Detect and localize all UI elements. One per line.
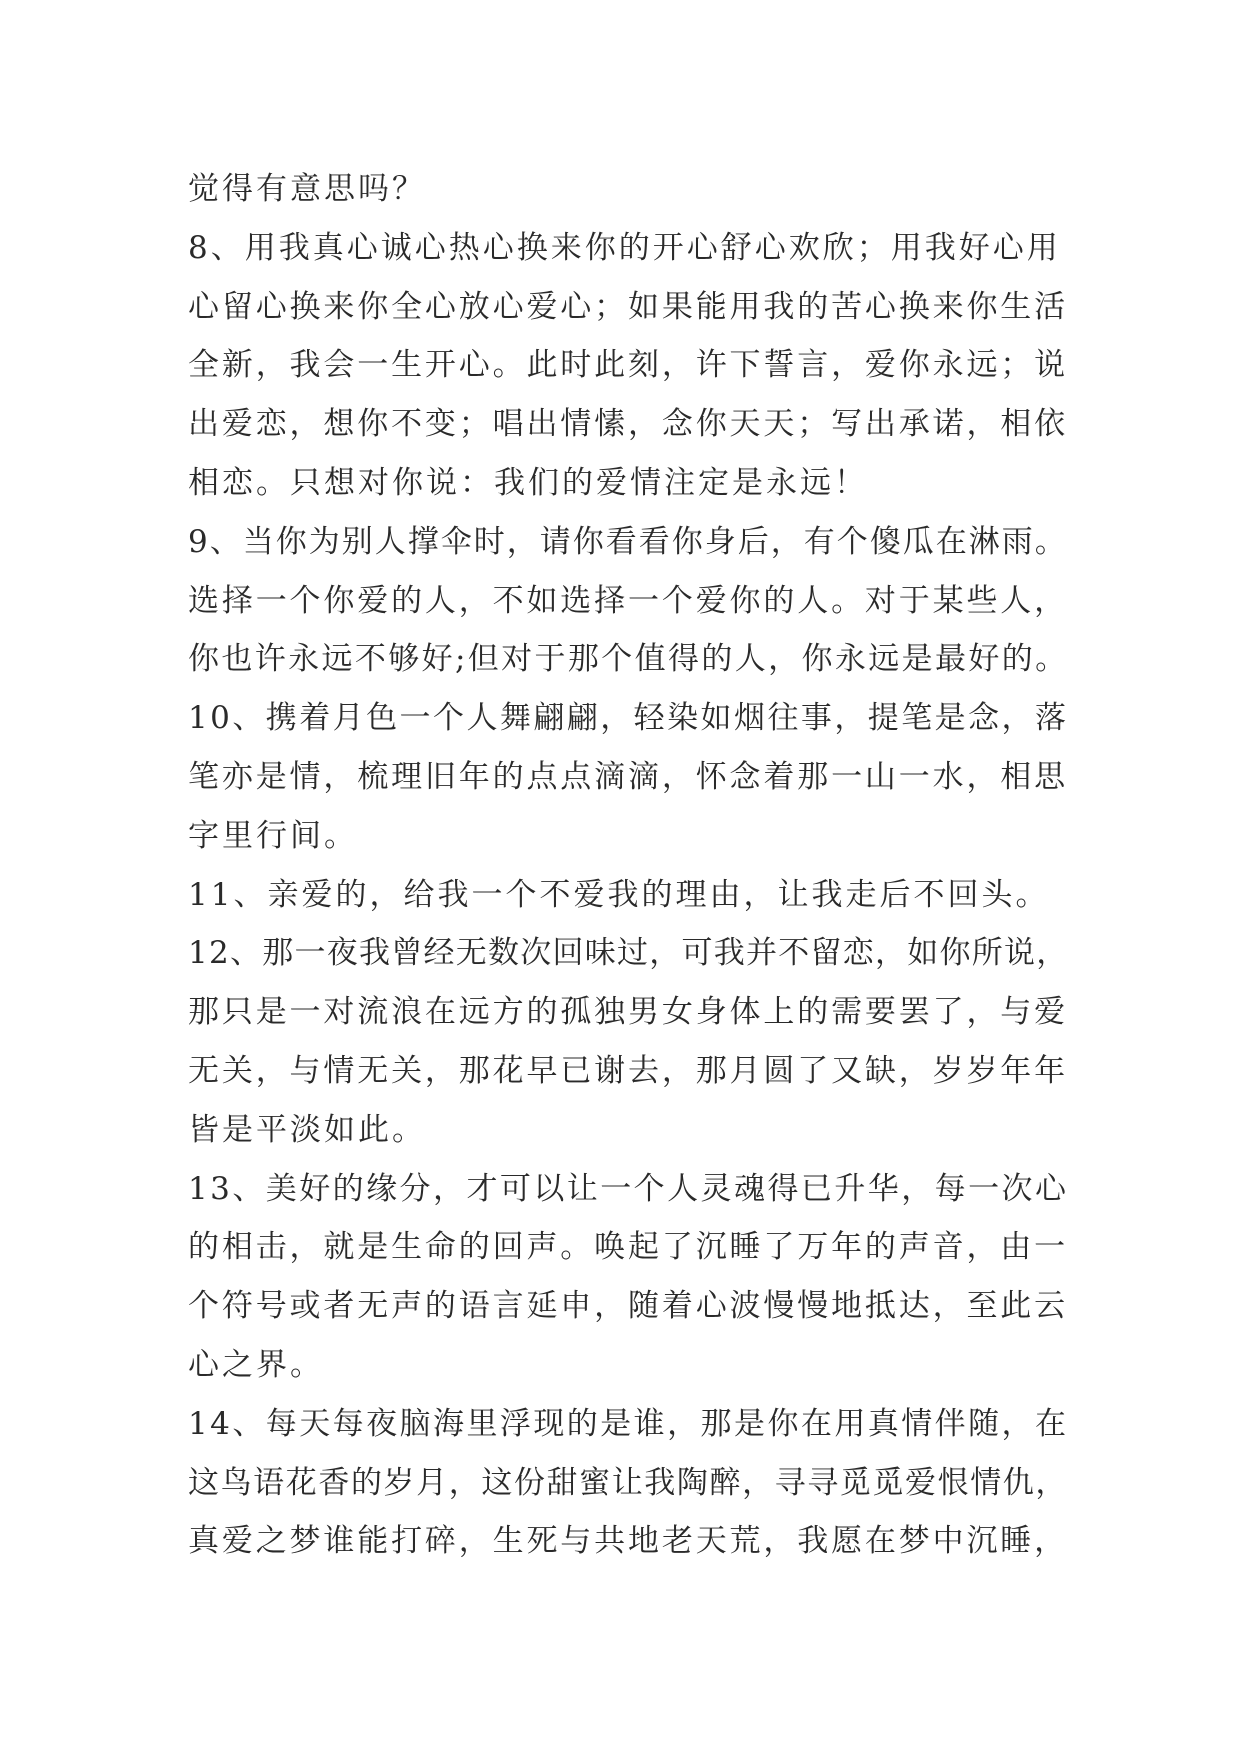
text-line: 13、美好的缘分，才可以让一个人灵魂得已升华，每一次心	[188, 1170, 1069, 1207]
text-line: 真爱之梦谁能打碎，生死与共地老天荒，我愿在梦中沉睡，	[188, 1523, 1068, 1560]
text-line: 10、携着月色一个人舞翩翩，轻染如烟往事，提笔是念，落	[188, 700, 1069, 737]
text-line: 相恋。只想对你说：我们的爱情注定是永远！	[188, 464, 868, 501]
text-line: 9、当你为别人撑伞时，请你看看你身后，有个傻瓜在淋雨。	[188, 523, 1068, 560]
text-line: 心之界。	[188, 1346, 324, 1383]
text-line: 皆是平淡如此。	[188, 1111, 426, 1148]
text-line: 11、亲爱的，给我一个不爱我的理由，让我走后不回头。	[188, 876, 1050, 913]
text-line: 14、每天每夜脑海里浮现的是谁，那是你在用真情伴随，在	[188, 1405, 1069, 1442]
text-line: 12、那一夜我曾经无数次回味过，可我并不留恋，如你所说，	[188, 935, 1069, 972]
text-line: 出爱恋，想你不变；唱出情愫，念你天天；写出承诺，相依	[188, 406, 1068, 443]
text-line: 8、用我真心诚心热心换来你的开心舒心欢欣；用我好心用	[188, 229, 1061, 266]
text-line: 心留心换来你全心放心爱心；如果能用我的苦心换来你生活	[188, 288, 1068, 325]
text-line: 你也许永远不够好;但对于那个值得的人，你永远是最好的。	[188, 641, 1069, 678]
body-text	[188, 160, 1068, 1571]
text-line: 那只是一对流浪在远方的孤独男女身体上的需要罢了，与爱	[188, 994, 1068, 1031]
text-line: 个符号或者无声的语言延申，随着心波慢慢地抵达，至此云	[188, 1288, 1068, 1325]
text-line: 笔亦是情，梳理旧年的点点滴滴，怀念着那一山一水，相思	[188, 758, 1068, 795]
text-line: 的相击，就是生命的回声。唤起了沉睡了万年的声音，由一	[188, 1229, 1068, 1266]
text-line: 这鸟语花香的岁月，这份甜蜜让我陶醉，寻寻觅觅爱恨情仇，	[188, 1464, 1068, 1501]
text-line: 觉得有意思吗？	[188, 171, 426, 207]
text-line: 选择一个你爱的人，不如选择一个爱你的人。对于某些人，	[188, 582, 1068, 619]
text-line: 全新，我会一生开心。此时此刻，许下誓言，爱你永远；说	[188, 347, 1068, 384]
text-line: 字里行间。	[188, 817, 358, 854]
text-line: 无关，与情无关，那花早已谢去，那月圆了又缺，岁岁年年	[188, 1052, 1068, 1089]
